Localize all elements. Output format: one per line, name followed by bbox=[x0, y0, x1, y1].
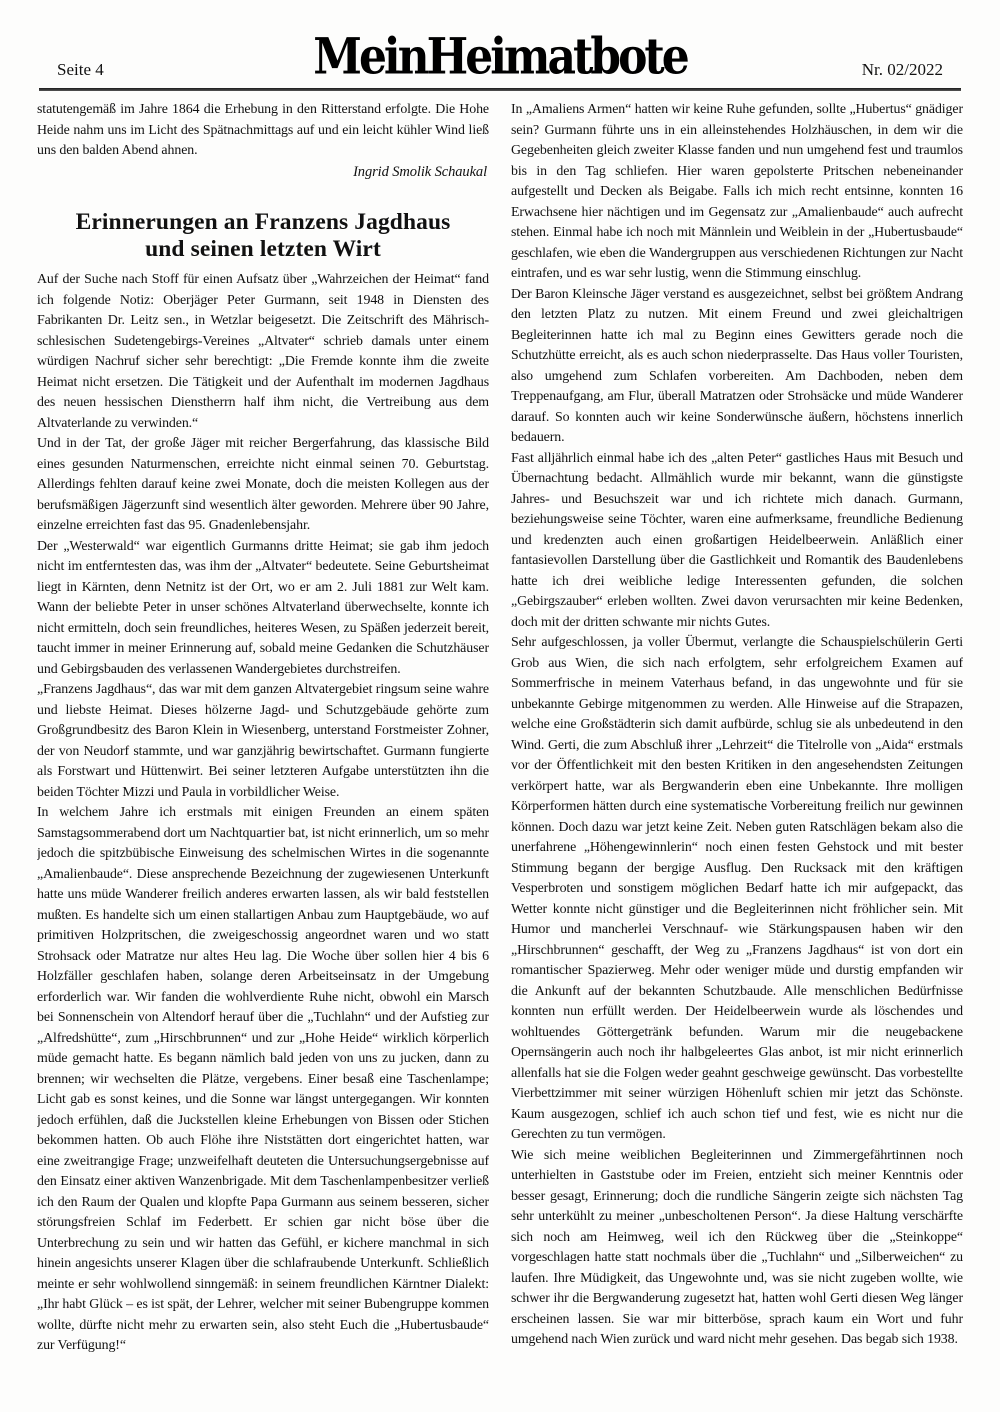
article-paragraph: Der „Westerwald“ war eigentlich Gurmanns dritte Heimat; sie gab ihm jedoch nicht im entferntesten das, was ihm der „Altvater“ bedeutete. Seine Geburtsheimat liegt in Kärnten, denn Netnitz ist der Ort, wo er am 2. Juli 1881 zur Welt kam. Wann der beliebte Peter in unser schönes Altvaterland überwechselte, konnte ich nicht ermitteln, doch sein freundliches, heiteres Wesen, zu Späßen jederzeit bereit, taucht immer in meiner Erinnerung auf, sobald meine Gedanken die Schutzhäuser und Gebirgsbauden des verlassenen Wandergebietes durchstreifen. bbox=[37, 538, 489, 677]
article-paragraph: In „Amaliens Armen“ hatten wir keine Ruhe gefunden, sollte „Hubertus“ gnädiger sein? Gurmann führte uns in ein alleinstehendes Holzhäuschen, in dem wir die Gegebenheiten gleich zweiter Klasse fanden und nun umgehend fest und traumlos bis in den Tag schliefen. Hier waren gepolsterte Pritschen nebeneinander aufgestellt und Decken als Beigabe. Falls ich mich recht entsinne, konnten 16 Erwachsene hier nächtigen und im Gegensatz zur „Amalienbaude“ auch aufrecht stehen. Einmal habe ich noch mit Männlein und Weiblein in der „Hubertusbaude“ geschlafen, wie eben die Wandergruppen aus verschiedenen Richtungen zur Nacht eintrafen, und es war sehr lustig, wenn die Stimmung einschlug. bbox=[511, 102, 963, 281]
article-columns bbox=[37, 100, 963, 1390]
author-signature: Ingrid Smolik Schaukal bbox=[353, 163, 487, 180]
article-headline bbox=[37, 209, 489, 263]
previous-article-ending: statutengemäß im Jahre 1864 die Erhebung in den Ritterstand erfolgte. Die Hohe Heide nahm uns im Licht des Spätnachmittags auf und ein leicht kühler Wind ließ uns den balden Abend ahnen. bbox=[37, 102, 489, 158]
article-paragraph: Auf der Suche nach Stoff für einen Aufsatz über „Wahrzeichen der Heimat“ fand ich folgende Notiz: Oberjäger Peter Gurmann, seit 1948 in Diensten des Fabrikanten Dr. Leitz sen., in Wetzlar beigesetzt. Die Zeitschrift des Mährisch-schlesischen Sudetengebirgs-Vereines „Altvater“ schrieb damals unter einem würdigen Nachruf sicher sehr berechtigt: „Die Fremde konnte ihm die zweite Heimat nicht ersetzen. Die Tätigkeit und der Aufenthalt im modernen Jagdhaus des neuen hessischen Dienstherrn half ihm nicht, die Vertreibung aus dem Altvaterlande zu verwinden.“ bbox=[37, 272, 489, 431]
headline-line-2: und seinen letzten Wirt bbox=[145, 236, 381, 262]
article-paragraph: In welchem Jahre ich erstmals mit einigen Freunden an einem späten Samstagsommerabend dort um Nachtquartier bat, ist nicht erinnerlich, um so mehr jedoch die spitzbübische Einweisung des schelmischen Wirtes in die sogenannte „Amalienbaude“. Diese ansprechende Bezeichnung der zugewiesenen Unterkunft hatte uns müde Wanderer freilich anderes erwarten lassen, als wir bald feststellen mußten. Es handelte sich um einen stallartigen Anbau zum Hauptgebäude, wo auf primitiven Holzpritschen, die zweigeschossig angeordnet waren und wo statt Strohsack oder Matratze nur altes Heu lag. Die Woche über sollen hier 4 bis 6 Holzfäller geschlafen haben, solange deren Arbeitseinsatz in der Umgebung erforderlich war. Wir fanden die wohlverdiente Ruhe nicht, obwohl ein Marsch bei Sonnenschein von Altendorf herauf über die „Tuchlahn“ und der Aufstieg zur „Alfredshütte“, zum „Hirschbrunnen“ und zur „Hohe Heide“ wirklich körperlich müde gemacht hatte. Es begann nämlich bald jeden von uns zu jucken, dann zu brennen; wir wechselten die Plätze, vergebens. Einer besaß eine Taschenlampe; Licht gab es sonst keines, und die Sonne war längst untergegangen. Wir konnten jedoch erfühlen, daß die Juckstellen kleine Erhebungen von Bissen oder Stichen bekommen hatten. Ob auch Flöhe ihre Niststätten dort eingerichtet hatten, war eine zweitrangige Frage; unzweifelhaft deuteten die Untersuchungsergebnisse auf den Einsatz einer aktiven Wanzenbrigade. Mit dem Taschenlampenbesitzer verließ ich den Raum der Qualen und klopfte Papa Gurmann aus seinem besseren, sicher störungsfreien Schlaf im Federbett. Er schien gar nicht böse über die Unterbrechung zu sein und wir hatten das Gefühl, er kichere manchmal in sich hinein angesichts unserer Klagen über die schlafraubende Unterkunft. Schließlich meinte er sehr wohlwollend sinngemäß: in seinem freundlichen Kärntner Dialekt: „Ihr habt Glück – es ist spät, der Lehrer, welcher mit seiner Bubengruppe kommen wollte, dürfte nicht mehr zu erwarten sein, also steht Euch die „Hubertusbaude“ zur Verfügung!“ bbox=[37, 805, 489, 1353]
article-paragraph: Fast alljährlich einmal habe ich des „alten Peter“ gastliches Haus mit Besuch und Übernachtung bedacht. Allmählich wurde mir bekannt, wann die günstigste Jahres- und Besuchszeit war und ich richtete mich danach. Gurmann, beziehungsweise seine Töchter, waren eine aufmerksame, freundliche Bedienung und kredenzten auch einen großartigen Heidelbeerwein. Anläßlich einer fantasievollen Darstellung über die Gastlichkeit und Romantik des Baudenlebens hatte ich drei weibliche ledige Interessenten gefunden, die solchen „Gebirgszauber“ erleben wollten. Zwei davon verursachten mir keine Bedenken, doch mit der dritten schwante mir nichts Gutes. bbox=[511, 450, 963, 630]
article-paragraph: Der Baron Kleinsche Jäger verstand es ausgezeichnet, selbst bei größtem Andrang den letzten Platz zu nutzen. Mit einem Freund und zwei gleichaltrigen Begleiterinnen hatte ich mal zu Beginn eines Gewitters gerade noch die Schutzhütte erreicht, als es auch schon niederprasselte. Das Haus voller Touristen, also umgehend zum Schlafen vorbereiten. Am Dachboden, neben dem Treppenaufgang, am Flur, überall Matratzen oder Strohsäcke und müde Wanderer darauf. So konnten auch wir keine Sonderwünsche äußern, höchstens innerlich bedauern. bbox=[511, 286, 963, 445]
masthead-logo: MeinHeimatbote bbox=[313, 28, 687, 86]
article-paragraph: „Franzens Jagdhaus“, das war mit dem ganzen Altvatergebiet ringsum seine wahre und liebste Heimat. Dieses hölzerne Jagd- und Schutzgebäude gehörte zum Großgrundbesitz des Baron Klein in Wiesenberg, unterstand Forstmeister Zohner, der von Neudorf stammte, und war ganzjährig bewirtschaftet. Gurmann fungierte als Forstwart und Hüttenwirt. Bei seiner letzteren Aufgabe unterstützten ihn die beiden Töchter Mizzi und Paula in vorbildlicher Weise. bbox=[37, 682, 489, 800]
article-paragraph: Wie sich meine weiblichen Begleiterinnen und Zimmergefährtinnen noch unterhielten in Gaststube oder im Freien, entzieht sich meiner Kenntnis oder besser gesagt, Erinnerung; doch die rundliche Sängerin zeigte sich nächsten Tag sehr unterkühlt zu meiner „unbescholtenen Person“. Ja diese Haltung verschärfte sich noch am Heimweg, weil ich den Rückweg über die „Steinkoppe“ vorgeschlagen hatte statt nochmals über die „Tuchlahn“ und „Silberweichen“ zu laufen. Ihre Müdigkeit, das Ungewohnte und, was sie nicht zugeben wollte, wie schwer ihr die Bergwanderung zugesetzt hat, hatten wohl Gerti diesen Weg länger erscheinen lassen. Sie war mir bitterböse, sprach kaum ein Wort und fuhr umgehend nach Wien zurück und ward nicht mehr gesehen. Das begab sich 1938. bbox=[511, 1147, 963, 1347]
article-paragraph: Und in der Tat, der große Jäger mit reicher Bergerfahrung, das klassische Bild eines gesunden Naturmenschen, erreichte nicht einmal seinen 70. Geburtstag. Allerdings fehlten darauf keine zwei Monate, doch die meisten Kollegen aus der berufsmäßigen Jägerzunft sind wesentlich älter geworden. Mehrere über 90 Jahre, einzelne erreichten fast das 95. Gnadenlebensjahr. bbox=[37, 436, 489, 533]
left-column bbox=[37, 100, 489, 1390]
headline-line-1: Erinnerungen an Franzens Jagdhaus bbox=[75, 209, 451, 235]
left-column-body bbox=[37, 270, 489, 1357]
right-column bbox=[511, 100, 963, 1390]
right-column-body bbox=[511, 100, 963, 1351]
article-paragraph: Sehr aufgeschlossen, ja voller Übermut, verlangte die Schauspielschülerin Gerti Grob aus Wien, die sich nach erfolgtem, sehr erfolgreichem Examen auf Sommerfrische in meinem Vaterhaus befand, in das ungewohnte und für sie unbekannte Gebirge mitgenommen zu werden. Alle Hinweise auf die Strapazen, welche eine Großstädterin sich damit aufbürde, schlug sie als unbedeutend in den Wind. Gerti, die zum Abschluß ihrer „Lehrzeit“ die Titelrolle von „Aida“ erstmals vor der Öffentlichkeit mit den besten Kritiken in den angesehendsten Zeitungen verkörpert hatte, war als Bergwanderin eben eine Unbekannte. Ihre molligen Körperformen hätten durch eine systematische Vorbereitung freilich nur gewinnen können. Doch dazu war jetzt keine Zeit. Neben guten Ratschlägen bekam also die unerfahrene „Höhengewinnlerin“ noch einen festen Gehstock und mit bester Stimmung begann der bergige Ausflug. Den Rucksack mit den kräftigen Vesperbroten und sonstigem möglichen Bedarf hatte ich mir aufgepackt, das Wetter konnte nicht günstiger und die Begleiterinnen nicht fröhlicher sein. Mit Humor und mancherlei Verschnauf- wie Stärkungspausen haben wir den „Hirschbrunnen“ geschafft, der Weg zu „Franzens Jagdhaus“ ist von dort ein romantischer Spazierweg. Mehr oder weniger müde und durstig empfanden wir die Ankunft auf der bekannten Schutzbaude. Alle menschlichen Bedürfnisse konnten nun erfüllt werden. Der Heidelbeerwein wurde als löschendes und wohltuendes Göttergetränk befunden. Warum mir die neugebackene Opernsängerin auch noch ihr halbgeleertes Glas anbot, ist mir nicht erinnerlich allenfalls hat sie die Folgen weder geahnt geschweige gewünscht. Das vorbestellte Vierbettzimmer mit seiner würzigen Höhenluft schien mir jetzt das Schönste. Kaum ausgezogen, schlief ich auch schon tief und fest, wie es nicht nur die Gerechten zu tun vermögen. bbox=[511, 635, 963, 1142]
page-number-label: Seite 4 bbox=[57, 60, 104, 79]
header-divider-rule bbox=[39, 88, 961, 91]
page-header bbox=[37, 0, 963, 88]
issue-number-label: Nr. 02/2022 bbox=[861, 60, 943, 79]
